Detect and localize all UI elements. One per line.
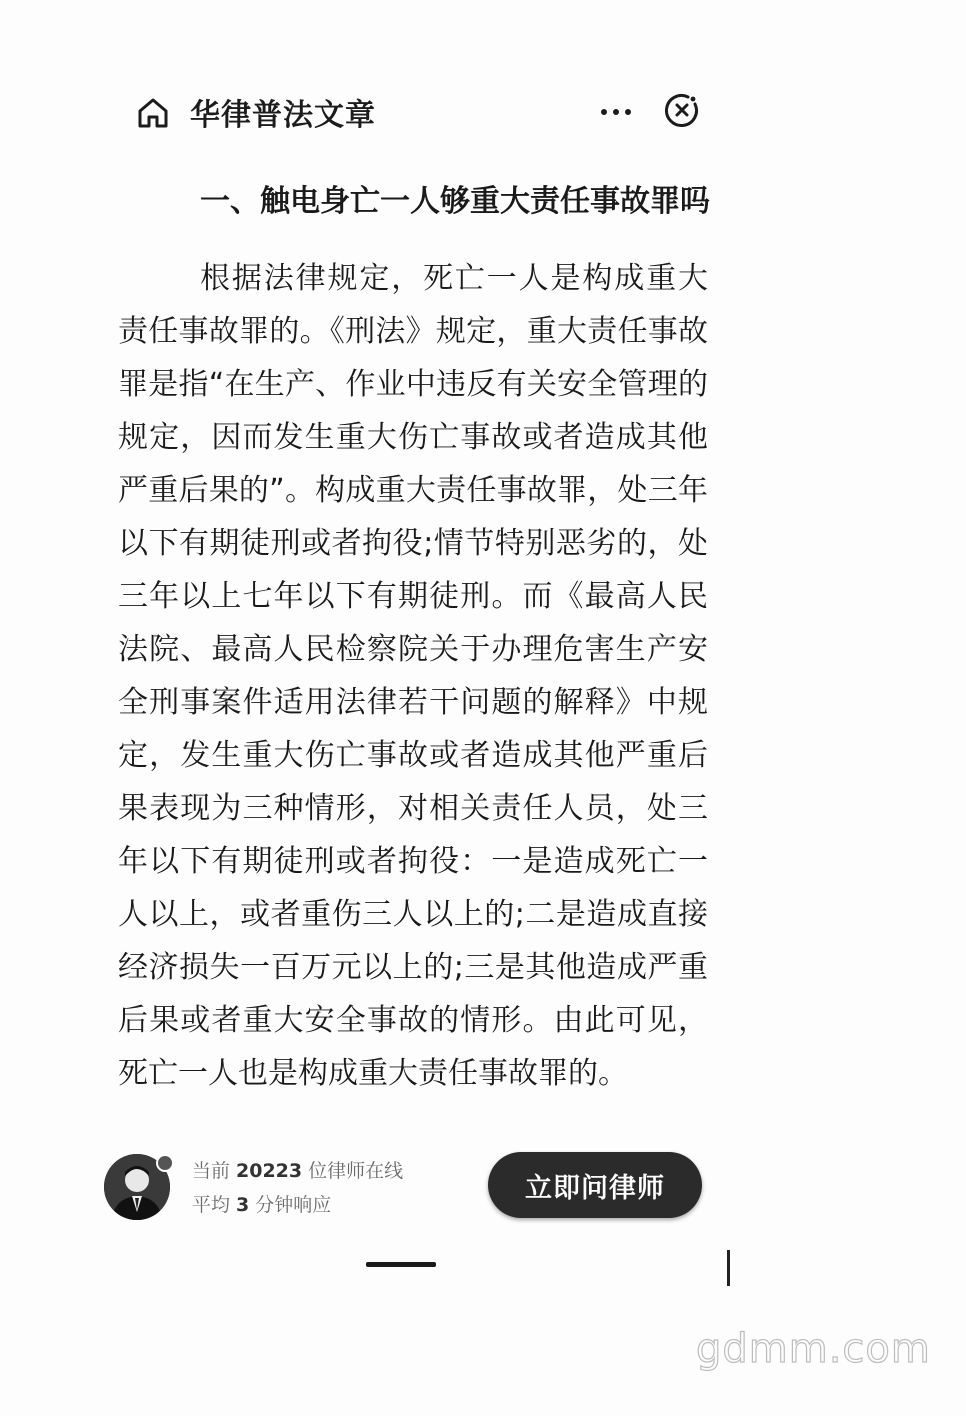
close-icon[interactable] [662, 90, 702, 130]
home-indicator[interactable] [366, 1262, 436, 1267]
online-status-dot [156, 1154, 174, 1172]
article-heading: 一、触电身亡一人够重大责任事故罪吗 [200, 184, 710, 219]
ask-lawyer-button[interactable]: 立即问律师 [488, 1152, 702, 1218]
scan-artifact-line [727, 1250, 730, 1286]
response-time-line [192, 1188, 403, 1222]
home-icon[interactable] [136, 96, 170, 130]
online-count: 20223 [236, 1160, 303, 1182]
online-prefix: 当前 [192, 1160, 231, 1182]
response-suffix: 分钟响应 [255, 1194, 332, 1216]
lawyer-stats [192, 1154, 403, 1222]
online-lawyers-line [192, 1154, 403, 1188]
response-minutes: 3 [236, 1194, 250, 1216]
response-prefix: 平均 [192, 1194, 231, 1216]
article-body: 根据法律规定，死亡一人是构成重大责任事故罪的。《刑法》规定，重大责任事故罪是指“在生产、作业中违反有关安全管理的规定，因而发生重大伤亡事故或者造成其他严重后果的”。构成重大责任事故罪，处三年以下有期徒刑或者拘役;情节特别恶劣的，处三年以上七年以下有期徒刑。而《最高人民法院、最高人民检察院关于办理危害生产安全刑事案件适用法律若干问题的解释》中规定，发生重大伤亡事故或者造成其他严重后果表现为三种情形，对相关责任人员，处三年以下有期徒刑或者拘役：一是造成死亡一人以上，或者重伤三人以上的;二是造成直接经济损失一百万元以上的;三是其他造成严重后果或者重大安全事故的情形。由此可见，死亡一人也是构成重大责任事故罪的。 [118, 261, 708, 1091]
header-bar [118, 72, 718, 152]
article [118, 170, 708, 1100]
app-title: 华律普法文章 [190, 98, 376, 133]
more-icon[interactable] [596, 92, 636, 132]
online-suffix: 位律师在线 [308, 1160, 404, 1182]
site-watermark: gdmm.com [696, 1326, 931, 1372]
consult-bar [104, 1148, 708, 1230]
